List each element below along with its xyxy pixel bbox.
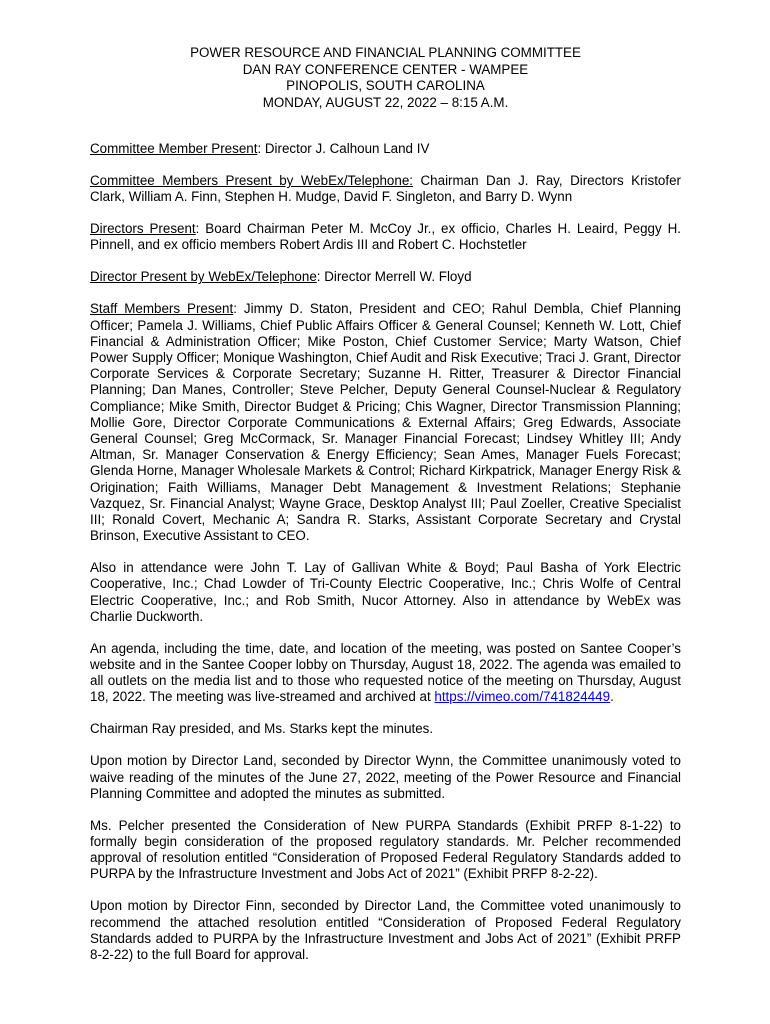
- director-webex-paragraph: [90, 269, 681, 285]
- header-city: PINOPOLIS, SOUTH CAROLINA: [286, 78, 485, 93]
- director-webex-label: Director Present by WebEx/Telephone: [90, 269, 317, 285]
- vimeo-archive-link[interactable]: https://vimeo.com/741824449: [434, 689, 611, 705]
- agenda-text: An agenda, including the time, date, and location of the meeting, was posted on Santee Cooper’s website and in the Santee Cooper lobby on Thursday, August 18, 2022. The agenda was emailed to all outlets on the media list and to those who requested notice of the meeting on Thursday, August 18, 2022. The meeting was live-streamed and archived at: [90, 640, 681, 705]
- staff-members-paragraph: [90, 301, 681, 544]
- also-in-attendance-paragraph: Also in attendance were John T. Lay of Gallivan White & Boyd; Paul Basha of York Electric Cooperative, Inc.; Chad Lowder of Tri-County Electric Cooperative, Inc.; Chris Wolfe of Central Electric Cooperative, Inc.; and Rob Smith, Nucor Attorney. Also in attendance by WebEx was Charlie Duckworth.: [90, 560, 681, 624]
- minutes-motion-paragraph: Upon motion by Director Land, seconded by Director Wynn, the Committee unanimously voted to waive reading of the minutes of the June 27, 2022, meeting of the Power Resource and Financial Planning Committee and adopted the minutes as submitted.: [90, 753, 681, 801]
- agenda-paragraph: [90, 641, 681, 706]
- committee-member-present-label: Committee Member Present: [90, 141, 258, 156]
- committee-member-present-text: : Director J. Calhoun Land IV: [257, 141, 430, 156]
- presided-paragraph: Chairman Ray presided, and Ms. Starks kept the minutes.: [90, 721, 434, 737]
- staff-members-text: : Jimmy D. Staton, President and CEO; Rahul Dembla, Chief Planning Officer; Pamela J. Williams, Chief Public Affairs Officer & General Counsel; Kenneth W. Lott, Chief Financial & Administration Officer; Mike Poston, Chief Customer Service; Marty Watson, Chief Power Supply Officer; Monique Washington, Chief Audit and Risk Executive; Traci J. Grant, Director Corporate Services & Corporate Secretary; Suzanne H. Ritter, Treasurer & Director Financial Planning; Dan Manes, Controller; Steve Pelcher, Deputy General Counsel-Nuclear & Regulatory Compliance; Mike Smith, Director Budget & Pricing; Chis Wagner, Director Transmission Planning; Mollie Gore, Director Corporate Communications & External Affairs; Greg Edwards, Associate General Counsel; Greg McCormack, Sr. Manager Financial Forecast; Lindsey Whitley III; Andy Altman, Sr. Manager Conservation & Energy Efficiency; Sean Ames, Manager Fuels Forecast; Glenda Horne, Manager Wholesale Markets & Control; Richard Kirkpatrick, Manager Energy Risk & Origination; Faith Williams, Manager Debt Management & Investment Relations; Stephanie Vazquez, Sr. Financial Analyst; Wayne Grace, Desktop Analyst III; Paul Zoeller, Creative Specialist III; Ronald Covert, Mechanic A; Sandra R. Starks, Assistant Corporate Secretary and Crystal Brinson, Executive Assistant to CEO.: [90, 301, 681, 544]
- directors-present-paragraph: [90, 221, 681, 253]
- agenda-end: .: [610, 689, 614, 705]
- purpa-presentation-paragraph: Ms. Pelcher presented the Consideration of New PURPA Standards (Exhibit PRFP 8-1-22) to formally begin consideration of the proposed regulatory standards. Mr. Pelcher recommended approval of resolution entitled “Consideration of Proposed Federal Regulatory Standards added to PURPA by the Infrastructure Investment and Jobs Act of 2021” (Exhibit PRFP 8-2-22).: [90, 817, 681, 882]
- director-webex-text: : Director Merrell W. Floyd: [316, 269, 472, 285]
- resolution-motion-paragraph: Upon motion by Director Finn, seconded by Director Land, the Committee voted unanimously to recommend the attached resolution entitled “Consideration of Proposed Federal Regulatory Standards added to PURPA by the Infrastructure Investment and Jobs Act of 2021” (Exhibit PRFP 8-2-22) to the full Board for approval.: [90, 898, 681, 963]
- header-date-time: MONDAY, AUGUST 22, 2022 – 8:15 A.M.: [262, 94, 509, 110]
- directors-present-label: Directors Present: [90, 221, 196, 237]
- committee-members-webex-text: Chairman Dan J. Ray, Directors Kristofer Clark, William A. Finn, Stephen H. Mudge, David F. Singleton, and Barry D. Wynn: [90, 173, 681, 205]
- committee-members-webex-label: Committee Members Present by WebEx/Telephone:: [90, 173, 413, 188]
- directors-present-text: : Board Chairman Peter M. McCoy Jr., ex officio, Charles H. Leaird, Peggy H. Pinnell, and ex officio members Robert Ardis III and Robert C. Hochstetler: [90, 221, 682, 253]
- document-header: [90, 45, 681, 111]
- committee-members-webex-paragraph: [90, 173, 681, 205]
- header-location: DAN RAY CONFERENCE CENTER - WAMPEE: [242, 61, 529, 77]
- committee-member-present-paragraph: [90, 141, 681, 157]
- header-committee-name: POWER RESOURCE AND FINANCIAL PLANNING COMMITTEE: [190, 45, 581, 60]
- staff-members-label: Staff Members Present: [90, 301, 234, 317]
